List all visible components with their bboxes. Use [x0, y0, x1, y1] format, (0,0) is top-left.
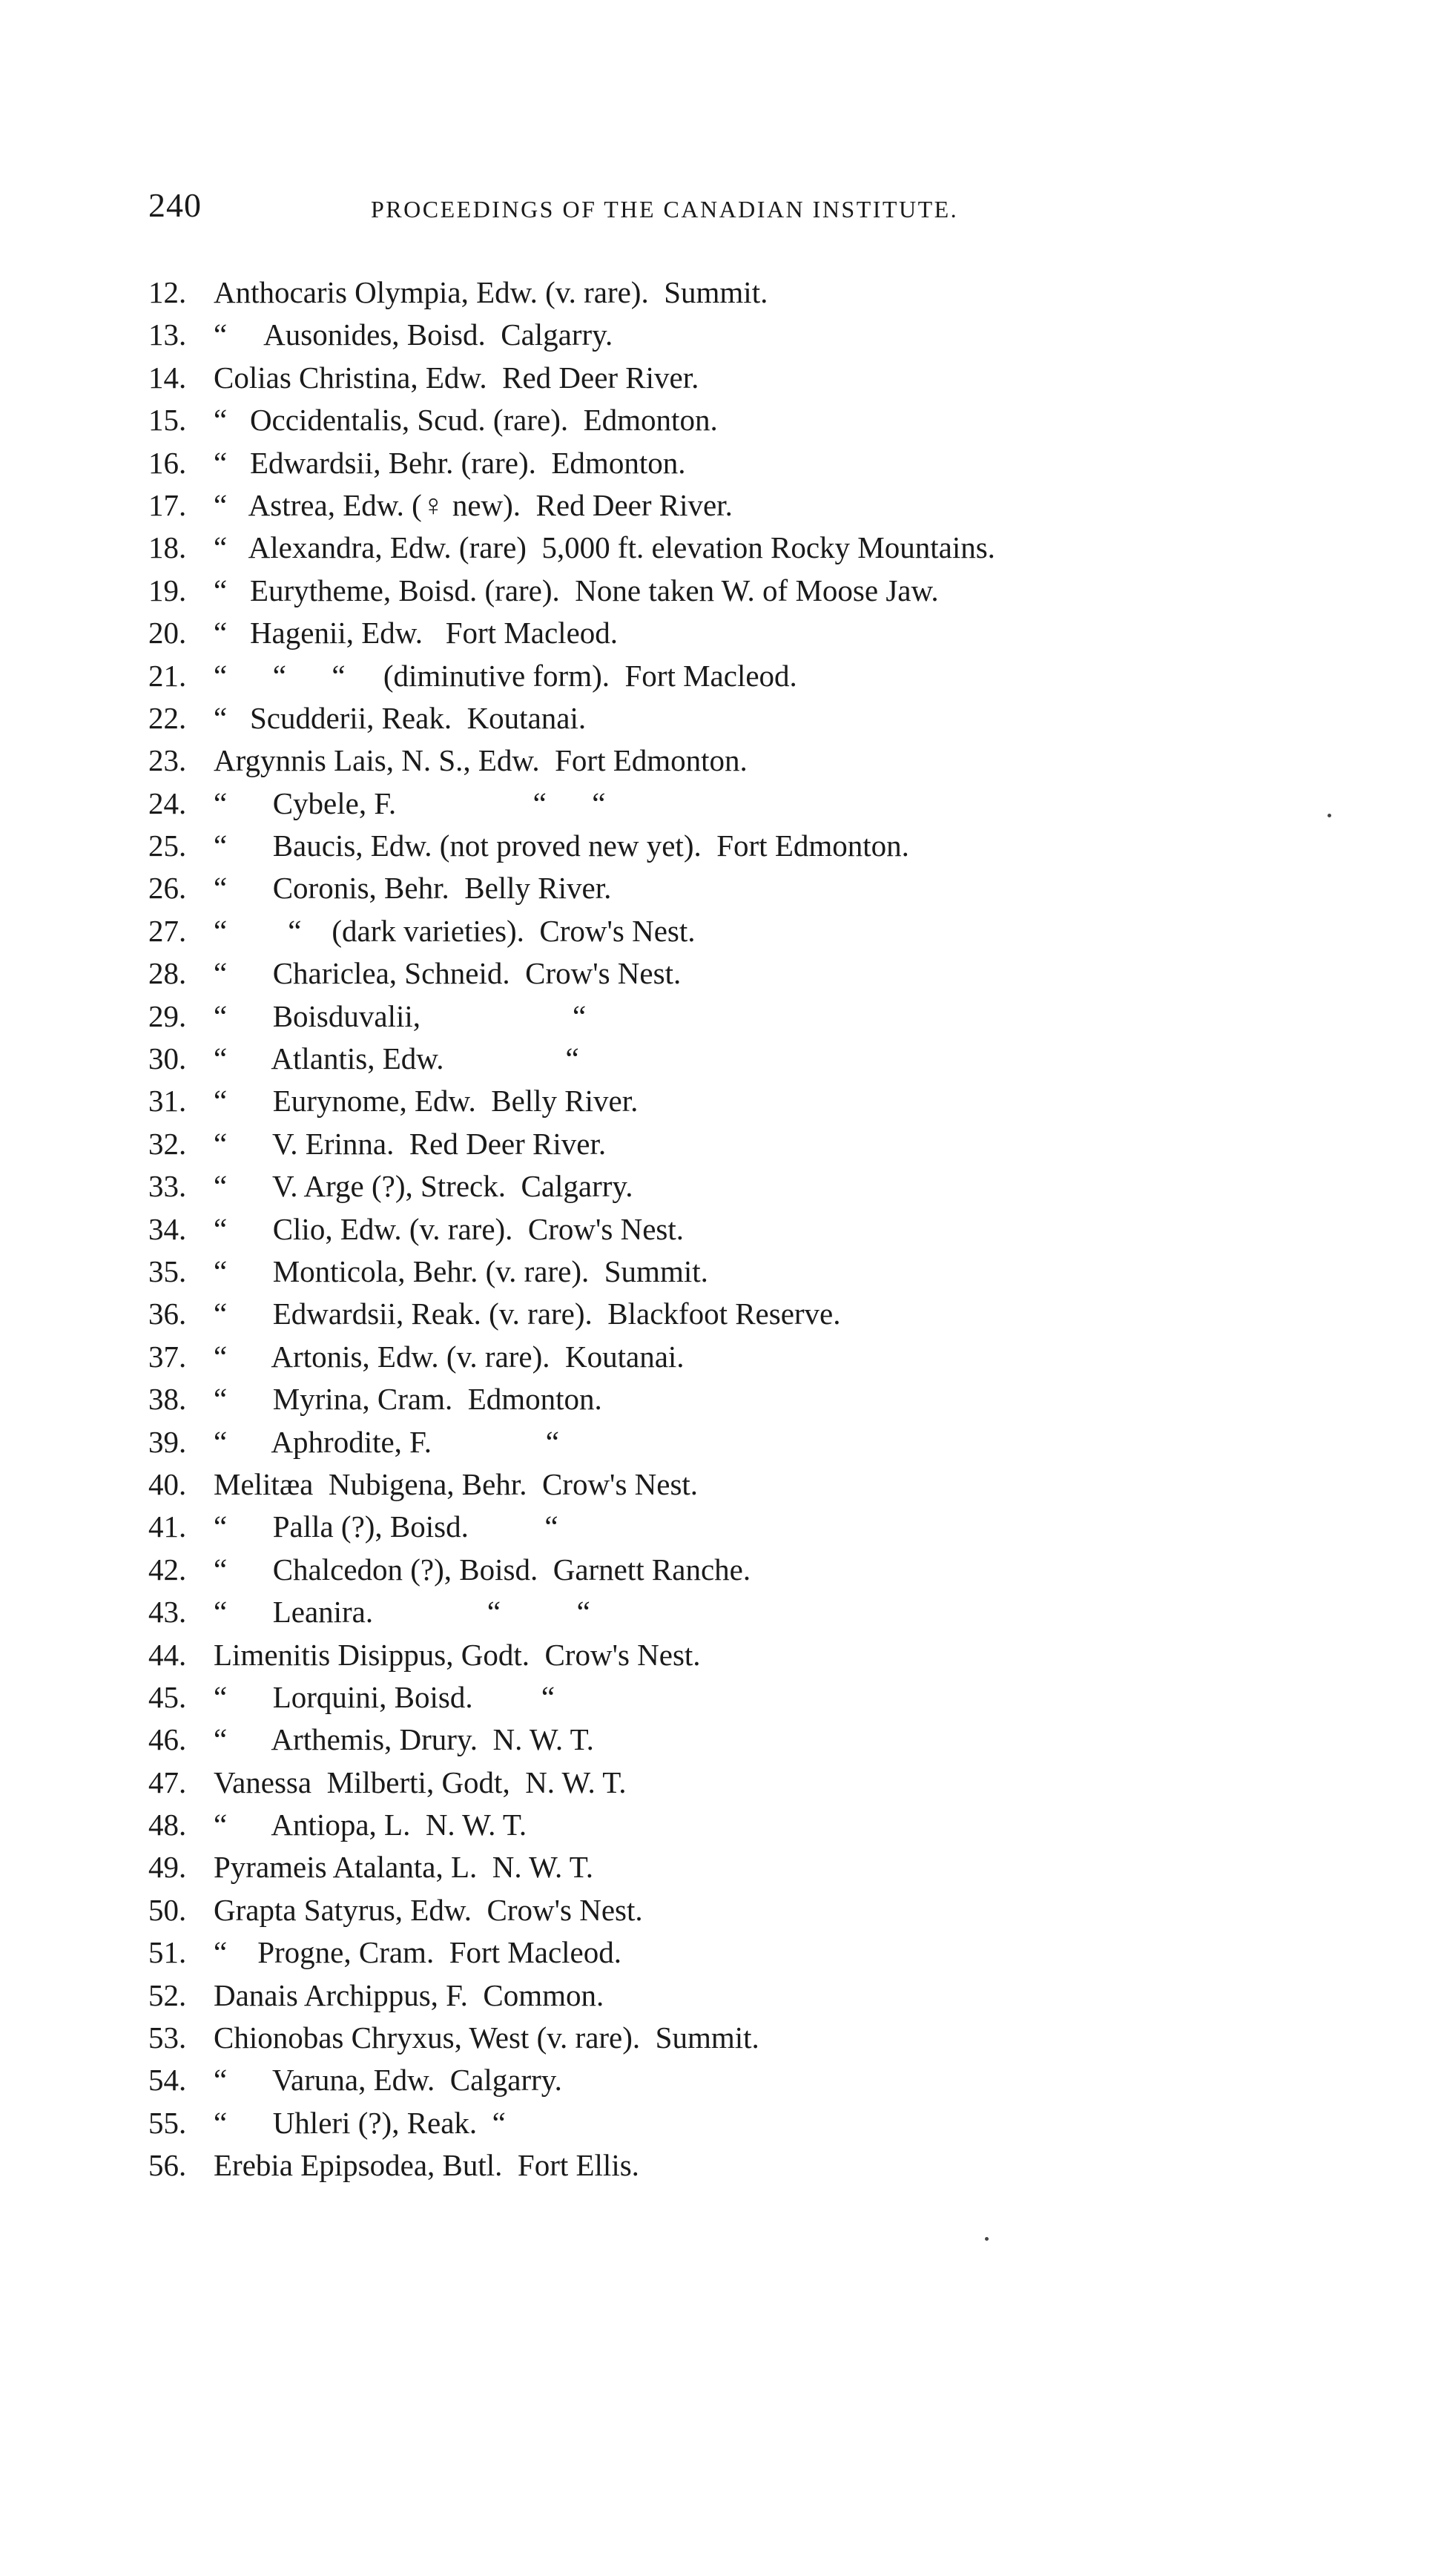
entry-number: 45.	[148, 1679, 187, 1714]
entry-number: 32.	[148, 1126, 187, 1161]
page-header	[148, 185, 1142, 237]
entry-number: 55.	[148, 2105, 187, 2140]
entry-text: Grapta Satyrus, Edw. Crow's Nest.	[214, 1892, 643, 1927]
list-item	[148, 2059, 1305, 2101]
list-item	[148, 783, 1305, 825]
entry-number: 21.	[148, 658, 187, 693]
entry-text: “ V. Erinna. Red Deer River.	[214, 1126, 607, 1161]
entry-text: “ Atlantis, Edw. “	[214, 1041, 579, 1076]
list-item	[148, 995, 1305, 1038]
entry-text: “ Uhleri (?), Reak. “	[214, 2105, 506, 2140]
entry-text: Colias Christina, Edw. Red Deer River.	[214, 360, 699, 395]
list-item	[148, 1549, 1305, 1591]
entry-number: 25.	[148, 829, 187, 863]
entry-text: “ Progne, Cram. Fort Macleod.	[214, 1935, 621, 1970]
entry-number: 19.	[148, 573, 187, 607]
entry-number: 14.	[148, 360, 187, 395]
print-speck	[985, 2237, 989, 2241]
list-item	[148, 1336, 1305, 1378]
list-item	[148, 1123, 1305, 1165]
entry-number: 31.	[148, 1084, 187, 1119]
entry-number: 23.	[148, 743, 187, 778]
list-item	[148, 825, 1305, 867]
entry-text: Danais Archippus, F. Common.	[214, 1977, 604, 2012]
entry-number: 27.	[148, 913, 187, 948]
entry-text: “ Astrea, Edw. (♀ new). Red Deer River.	[214, 487, 733, 522]
entry-number: 13.	[148, 317, 187, 352]
entry-text: “ Edwardsii, Reak. (v. rare). Blackfoot Reserve.	[214, 1297, 841, 1331]
list-item	[148, 527, 1305, 569]
entry-number: 43.	[148, 1595, 187, 1630]
list-item	[148, 2017, 1305, 2059]
entry-text: “ Eurynome, Edw. Belly River.	[214, 1084, 639, 1119]
entry-text: “ Chalcedon (?), Boisd. Garnett Ranche.	[214, 1552, 751, 1587]
entry-text: “ “ “ (diminutive form). Fort Macleod.	[214, 658, 797, 693]
list-item	[148, 1378, 1305, 1420]
list-item	[148, 1251, 1305, 1293]
list-item	[148, 1804, 1305, 1846]
entry-text: “ Clio, Edw. (v. rare). Crow's Nest.	[214, 1211, 685, 1246]
entry-text: “ Alexandra, Edw. (rare) 5,000 ft. elevation Rocky Mountains.	[214, 530, 995, 565]
entry-number: 48.	[148, 1808, 187, 1842]
entry-number: 20.	[148, 616, 187, 650]
entry-text: “ Occidentalis, Scud. (rare). Edmonton.	[214, 403, 718, 438]
entry-text: “ Baucis, Edw. (not proved new yet). Fort Edmonton.	[214, 829, 909, 863]
entry-text: “ Aphrodite, F. “	[214, 1424, 559, 1459]
entry-text: “ Eurytheme, Boisd. (rare). None taken W. of Moose Jaw.	[214, 573, 939, 607]
entry-number: 22.	[148, 700, 187, 735]
entry-number: 29.	[148, 998, 187, 1033]
entry-number: 26.	[148, 871, 187, 906]
list-item	[148, 1889, 1305, 1931]
entry-text: “ Coronis, Behr. Belly River.	[214, 871, 612, 906]
entry-text: “ Monticola, Behr. (v. rare). Summit.	[214, 1254, 708, 1288]
entry-number: 47.	[148, 1765, 187, 1799]
entry-text: Chionobas Chryxus, West (v. rare). Summit.	[214, 2020, 759, 2055]
entry-number: 39.	[148, 1424, 187, 1459]
entry-text: “ V. Arge (?), Streck. Calgarry.	[214, 1169, 633, 1204]
list-item	[148, 1038, 1305, 1080]
list-item	[148, 655, 1305, 697]
list-item	[148, 1293, 1305, 1335]
list-item	[148, 1165, 1305, 1208]
entry-text: Melitæa Nubigena, Behr. Crow's Nest.	[214, 1466, 699, 1501]
entry-text: Anthocaris Olympia, Edw. (v. rare). Summit.	[214, 275, 768, 309]
list-item	[148, 612, 1305, 654]
entry-text: “ Ausonides, Boisd. Calgarry.	[214, 317, 613, 352]
entry-number: 16.	[148, 445, 187, 480]
entry-text: “ “ (dark varieties). Crow's Nest.	[214, 913, 696, 948]
entry-text: Pyrameis Atalanta, L. N. W. T.	[214, 1850, 594, 1885]
entry-number: 56.	[148, 2148, 187, 2183]
list-item	[148, 1208, 1305, 1251]
entry-number: 17.	[148, 487, 187, 522]
entry-number: 15.	[148, 403, 187, 438]
list-item	[148, 1080, 1305, 1122]
list-item	[148, 1931, 1305, 1974]
entry-text: “ Cybele, F. “ “	[214, 785, 606, 820]
list-item	[148, 910, 1305, 952]
page-number: 240	[148, 186, 202, 224]
entry-text: Erebia Epipsodea, Butl. Fort Ellis.	[214, 2148, 639, 2183]
list-item	[148, 357, 1305, 399]
list-item	[148, 1591, 1305, 1633]
entry-number: 49.	[148, 1850, 187, 1885]
entry-number: 12.	[148, 275, 187, 309]
list-item	[148, 271, 1305, 314]
entry-number: 33.	[148, 1169, 187, 1204]
entry-number: 52.	[148, 1977, 187, 2012]
running-title: PROCEEDINGS OF THE CANADIAN INSTITUTE.	[371, 196, 959, 223]
list-item	[148, 484, 1305, 527]
entry-number: 50.	[148, 1892, 187, 1927]
entry-text: Argynnis Lais, N. S., Edw. Fort Edmonton.	[214, 743, 748, 778]
list-item	[148, 1974, 1305, 2017]
list-item	[148, 1676, 1305, 1719]
list-item	[148, 1421, 1305, 1463]
list-item	[148, 1463, 1305, 1506]
list-item	[148, 2144, 1305, 2187]
entry-number: 40.	[148, 1466, 187, 1501]
entry-number: 53.	[148, 2020, 187, 2055]
entry-number: 46.	[148, 1722, 187, 1757]
entry-text: “ Lorquini, Boisd. “	[214, 1679, 555, 1714]
entry-text: “ Antiopa, L. N. W. T.	[214, 1808, 527, 1842]
list-item	[148, 867, 1305, 909]
entry-text: Limenitis Disippus, Godt. Crow's Nest.	[214, 1637, 701, 1672]
list-item	[148, 2102, 1305, 2144]
entry-number: 30.	[148, 1041, 187, 1076]
list-item	[148, 442, 1305, 484]
entry-text: “ Boisduvalii, “	[214, 998, 587, 1033]
entry-text: “ Edwardsii, Behr. (rare). Edmonton.	[214, 445, 686, 480]
entry-number: 44.	[148, 1637, 187, 1672]
entry-number: 36.	[148, 1297, 187, 1331]
species-list	[148, 271, 1305, 2187]
entry-text: “ Leanira. “ “	[214, 1595, 590, 1630]
list-item	[148, 697, 1305, 739]
entry-number: 18.	[148, 530, 187, 565]
entry-text: “ Artonis, Edw. (v. rare). Koutanai.	[214, 1339, 685, 1374]
list-item	[148, 570, 1305, 612]
list-item	[148, 952, 1305, 995]
entry-text: “ Scudderii, Reak. Koutanai.	[214, 700, 587, 735]
entry-number: 42.	[148, 1552, 187, 1587]
print-speck	[1328, 814, 1331, 817]
entry-text: Vanessa Milberti, Godt, N. W. T.	[214, 1765, 627, 1799]
entry-text: “ Hagenii, Edw. Fort Macleod.	[214, 616, 619, 650]
entry-number: 24.	[148, 785, 187, 820]
list-item	[148, 1846, 1305, 1888]
list-item	[148, 314, 1305, 356]
list-item	[148, 739, 1305, 782]
list-item	[148, 399, 1305, 441]
list-item	[148, 1719, 1305, 1761]
entry-text: “ Myrina, Cram. Edmonton.	[214, 1382, 602, 1417]
list-item	[148, 1762, 1305, 1804]
entry-number: 37.	[148, 1339, 187, 1374]
entry-number: 51.	[148, 1935, 187, 1970]
entry-text: “ Palla (?), Boisd. “	[214, 1509, 558, 1544]
entry-text: “ Varuna, Edw. Calgarry.	[214, 2063, 562, 2098]
entry-text: “ Arthemis, Drury. N. W. T.	[214, 1722, 594, 1757]
entry-text: “ Chariclea, Schneid. Crow's Nest.	[214, 956, 682, 991]
entry-number: 54.	[148, 2063, 187, 2098]
list-item	[148, 1506, 1305, 1548]
entry-number: 28.	[148, 956, 187, 991]
entry-number: 41.	[148, 1509, 187, 1544]
entry-number: 34.	[148, 1211, 187, 1246]
entry-number: 38.	[148, 1382, 187, 1417]
entry-number: 35.	[148, 1254, 187, 1288]
list-item	[148, 1634, 1305, 1676]
